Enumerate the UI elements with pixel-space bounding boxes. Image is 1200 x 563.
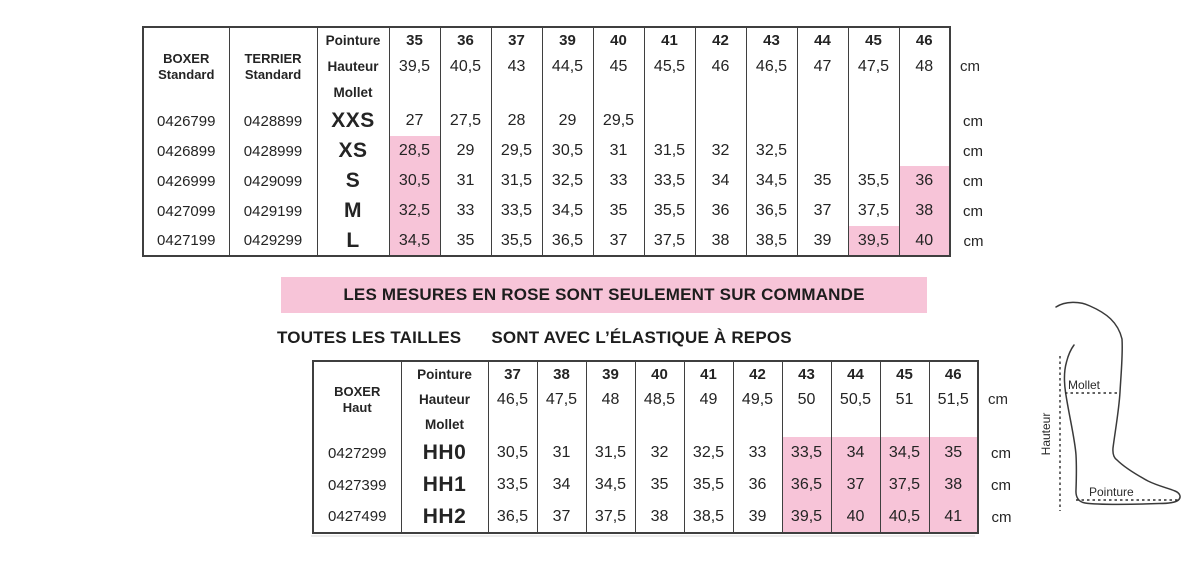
measure-value-cell: 36,5 [488,501,537,533]
unit-cell: cm [991,444,1011,462]
measure-value-cell: 36,5 [782,469,831,501]
pointure-value: 44 [847,366,864,383]
unit-label: cm [960,57,980,75]
size-column-header [899,27,950,106]
measure-value-cell: 37 [797,196,848,226]
product-code-cell: 0429099 [229,166,317,196]
size-name-cell: HH0 [401,437,488,469]
hauteur-value: 47,5 [545,391,578,408]
measure-value-cell: 36,5 [746,196,797,226]
hauteur-value: 45 [609,58,628,75]
measure-value-cell: 29 [440,136,491,166]
measure-labels-cell [317,27,389,106]
measure-value-cell: 30,5 [488,437,537,469]
measure-value-cell: 30,5 [389,166,440,196]
size-column-header [491,27,542,106]
size-name-cell: XXS [317,106,389,136]
hauteur-value: 50,5 [839,391,872,408]
measure-value-cell: 29,5 [491,136,542,166]
spacer [390,80,440,106]
pointure-value: 46 [944,366,962,383]
size-column-header [488,361,537,437]
product-code-cell: 0427499 [313,501,401,533]
measure-value-cell: 38 [695,226,746,256]
unit-cell: cm [991,508,1012,526]
spacer [594,80,644,106]
measure-value-cell: 39,5 [848,226,899,256]
measure-value-cell: 34,5 [586,469,635,501]
size-column-header [831,361,880,437]
pointure-value: 45 [896,366,913,383]
hauteur-value: 47,5 [857,58,890,75]
measure-value-cell: 35 [635,469,684,501]
unit-cell: cm [963,142,983,160]
product-name: BOXER [334,383,381,399]
pointure-value: 36 [457,32,474,49]
size-name-cell: XS [317,136,389,166]
measure-value-cell: 38 [899,196,950,226]
hauteur-value: 40,5 [449,58,482,75]
measure-value-cell: 32 [635,437,684,469]
spacer [645,80,695,106]
measure-value-cell: 32,5 [746,136,797,166]
measure-value-cell: 34,5 [746,166,797,196]
measure-value-cell: 36 [733,469,782,501]
spacer [636,412,684,437]
hauteur-label: Hauteur [1039,412,1053,456]
spacer [951,80,995,106]
product-code-cell: 0427099 [143,196,229,226]
spacer [979,362,1023,387]
hauteur-value: 46,5 [755,58,788,75]
measure-value-cell: 41 [929,501,978,533]
measure-value-cell: 33 [593,166,644,196]
pointure-value: 41 [700,366,717,383]
pointure-row-label: Pointure [325,33,381,48]
measure-value-cell: 28,5 [389,136,440,166]
spacer [492,80,542,106]
unit-cell: cm [963,172,983,190]
measure-value-cell: 29,5 [593,106,644,136]
measure-value-cell: 35,5 [491,226,542,256]
hauteur-value: 46,5 [496,391,529,408]
spacer [685,412,733,437]
spacer [979,412,1023,437]
unit-cell: cm [991,476,1011,494]
measure-value-cell: 28 [491,106,542,136]
size-column-header [440,27,491,106]
unit-cell [978,361,1024,437]
size-column-header [593,27,644,106]
measure-value-cell: 38,5 [746,226,797,256]
note-right-text: SONT AVEC L’ÉLASTIQUE À REPOS [491,328,792,347]
measure-value-cell: 35,5 [684,469,733,501]
measure-value-cell: 35 [797,166,848,196]
hauteur-value: 46 [711,58,730,75]
measure-value-cell: 27 [389,106,440,136]
hauteur-value: 48 [915,58,934,75]
pointure-value: 39 [602,366,619,383]
measure-value-cell: 31,5 [491,166,542,196]
measure-value-cell: 35,5 [644,196,695,226]
measure-value-cell: 37,5 [586,501,635,533]
measure-value-cell: 37 [831,469,880,501]
pointure-value: 43 [798,366,815,383]
elastic-note [277,328,792,348]
product-code-cell: 0426799 [143,106,229,136]
measure-value-cell: 37,5 [880,469,929,501]
measure-value-cell: 37 [593,226,644,256]
measure-value-cell [848,106,899,136]
size-column-header [389,27,440,106]
spacer [798,80,848,106]
size-column-header [797,27,848,106]
unit-label: cm [988,390,1008,408]
measure-value-cell: 35 [440,226,491,256]
pointure-value: 44 [814,32,831,49]
measure-value-cell: 39 [733,501,782,533]
spacer [696,80,746,106]
size-column-header [733,361,782,437]
hauteur-value: 39,5 [398,58,431,75]
measure-value-cell: 31 [440,166,491,196]
hauteur-value: 50 [797,391,816,408]
hauteur-value: 51 [895,391,914,408]
pointure-value: 42 [712,32,729,49]
hauteur-value: 47 [813,58,832,75]
product-code-cell: 0428999 [229,136,317,166]
measure-value-cell: 30,5 [542,136,593,166]
hauteur-value: 51,5 [937,391,969,408]
measure-value-cell: 36 [899,166,950,196]
unit-cell: cm [963,112,983,130]
measure-value-cell: 38 [929,469,978,501]
measure-value-cell [797,136,848,166]
product-name: TERRIER [244,51,302,66]
spacer [543,80,593,106]
measure-value-cell: 33,5 [491,196,542,226]
measure-value-cell: 34,5 [880,437,929,469]
pointure-value: 40 [651,366,668,383]
spacer [849,80,899,106]
size-name-cell: L [317,226,389,256]
measure-value-cell [899,136,950,166]
spacer [538,412,586,437]
hauteur-value: 44,5 [551,58,584,75]
measure-value-cell: 32,5 [542,166,593,196]
product-code-cell: 0427399 [313,469,401,501]
measure-value-cell: 31,5 [586,437,635,469]
measure-value-cell: 33,5 [782,437,831,469]
size-column-header [537,361,586,437]
size-column-header [586,361,635,437]
size-column-header [848,27,899,106]
leg-measurement-diagram [1038,292,1190,520]
size-column-header [746,27,797,106]
note-left-text: TOUTES LES TAILLES [277,328,462,347]
product-code-cell: 0426899 [143,136,229,166]
product-code-cell: 0427199 [143,226,229,256]
mollet-row-label: Mollet [425,417,464,432]
pointure-value: 37 [508,32,525,49]
pointure-value: 46 [915,32,933,49]
pointure-value: 37 [504,366,521,383]
spacer [587,412,635,437]
measure-value-cell: 35 [593,196,644,226]
measure-value-cell: 32,5 [684,437,733,469]
product-header-cell [143,27,229,106]
measure-value-cell: 37,5 [848,196,899,226]
spacer [930,412,978,437]
measure-value-cell: 40 [899,226,950,256]
measure-value-cell: 40 [831,501,880,533]
hauteur-value: 45,5 [653,58,686,75]
measure-value-cell: 29 [542,106,593,136]
table-shadow-line [311,535,975,537]
haut-sizes-table [312,360,1025,534]
hauteur-value: 43 [507,58,526,75]
measure-value-cell: 34 [537,469,586,501]
measure-value-cell: 32 [695,136,746,166]
measure-value-cell: 34 [695,166,746,196]
measure-value-cell: 38,5 [684,501,733,533]
product-header-cell [313,361,401,437]
measure-value-cell: 36,5 [542,226,593,256]
size-column-header [782,361,831,437]
hauteur-row-label: Hauteur [327,59,379,74]
pointure-value: 45 [865,32,882,49]
measure-value-cell: 40,5 [880,501,929,533]
pointure-value: 40 [610,32,627,49]
size-column-header [929,361,978,437]
measure-value-cell [695,106,746,136]
product-code-cell: 0427299 [313,437,401,469]
pink-order-banner [281,277,927,313]
measure-value-cell [848,136,899,166]
spacer [951,28,995,54]
mollet-row-label: Mollet [333,85,373,100]
hauteur-row-label: Hauteur [418,392,470,407]
product-name: BOXER [163,51,210,66]
spacer [441,80,491,106]
measure-value-cell: 33,5 [488,469,537,501]
measure-value-cell: 37,5 [644,226,695,256]
pointure-value: 41 [661,32,678,49]
measure-value-cell: 39,5 [782,501,831,533]
pointure-label: Pointure [1089,485,1134,499]
measure-value-cell: 33,5 [644,166,695,196]
product-code-cell: 0426999 [143,166,229,196]
pointure-value: 38 [553,366,570,383]
product-variant: Standard [244,67,302,82]
spacer [900,80,950,106]
spacer [832,412,880,437]
measure-value-cell: 33 [440,196,491,226]
measure-value-cell: 38 [635,501,684,533]
product-variant: Standard [158,67,215,82]
measure-value-cell: 31,5 [644,136,695,166]
pointure-value: 42 [749,366,766,383]
size-name-cell: M [317,196,389,226]
unit-cell: cm [963,202,983,220]
pointure-value: 43 [763,32,780,49]
product-code-cell: 0429199 [229,196,317,226]
product-header-cell [229,27,317,106]
pointure-row-label: Pointure [417,367,472,382]
mollet-label: Mollet [1068,378,1101,392]
measure-value-cell [644,106,695,136]
measure-value-cell: 31 [537,437,586,469]
measure-value-cell: 31 [593,136,644,166]
spacer [783,412,831,437]
spacer [747,80,797,106]
size-name-cell: HH1 [401,469,488,501]
product-code-cell: 0428899 [229,106,317,136]
size-name-cell: S [317,166,389,196]
product-code-cell: 0429299 [229,226,317,256]
unit-cell [950,27,996,106]
measure-value-cell: 35,5 [848,166,899,196]
spacer [881,412,929,437]
measure-value-cell: 34,5 [542,196,593,226]
measure-value-cell: 35 [929,437,978,469]
measure-value-cell [746,106,797,136]
measure-value-cell: 39 [797,226,848,256]
measure-value-cell: 34,5 [389,226,440,256]
spacer [489,412,537,437]
measure-value-cell: 27,5 [440,106,491,136]
spacer [734,412,782,437]
hauteur-value: 49 [699,391,718,408]
banner-text: LES MESURES EN ROSE SONT SEULEMENT SUR COMMANDE [343,285,865,304]
hauteur-value: 48 [601,391,620,408]
pointure-value: 35 [406,32,423,49]
measure-value-cell [797,106,848,136]
product-variant: Haut [342,399,372,415]
hauteur-value: 49,5 [741,391,774,408]
size-column-header [644,27,695,106]
leg-outline-path [1056,302,1180,504]
measure-value-cell: 36 [695,196,746,226]
pointure-value: 39 [559,32,576,49]
size-name-cell: HH2 [401,501,488,533]
size-column-header [684,361,733,437]
unit-cell: cm [963,232,984,250]
measure-labels-cell [401,361,488,437]
measure-value-cell: 33 [733,437,782,469]
size-column-header [695,27,746,106]
measure-value-cell: 34 [831,437,880,469]
standard-sizes-table [142,26,997,257]
measure-value-cell: 37 [537,501,586,533]
size-column-header [542,27,593,106]
size-column-header [635,361,684,437]
measure-value-cell [899,106,950,136]
size-column-header [880,361,929,437]
hauteur-value: 48,5 [643,391,676,408]
measure-value-cell: 32,5 [389,196,440,226]
